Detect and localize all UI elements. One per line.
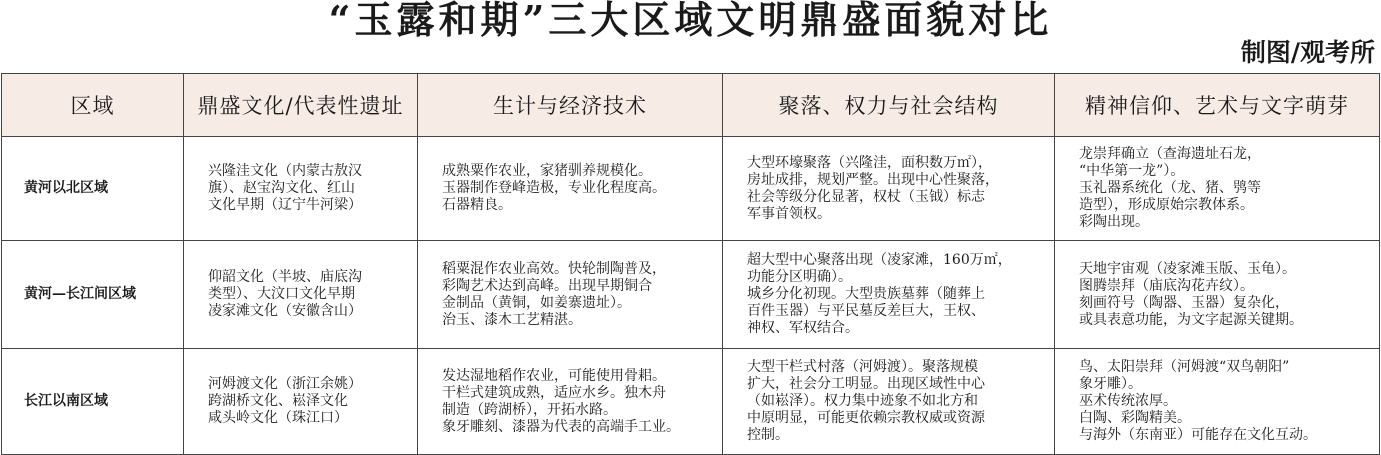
culture-text: 河姆渡文化（浙江余姚） 跨湖桥文化、崧泽文化 咸头岭文化（珠江口） xyxy=(208,376,362,426)
belief-cell xyxy=(1055,349,1380,455)
comparison-table xyxy=(1,73,1380,455)
society-cell xyxy=(723,137,1055,241)
header-culture: 鼎盛文化/代表性遗址 xyxy=(184,74,418,137)
belief-text: 龙崇拜确立（查海遗址石龙， “中华第一龙”）。 玉礼器系统化（龙、猪、鸮等 造型），形成原始宗教体系。 彩陶出现。 xyxy=(1079,146,1261,230)
table-row xyxy=(2,349,1380,455)
belief-text: 天地宇宙观（凌家滩玉版、玉龟）。 图腾崇拜（庙底沟花卉纹）。 刻画符号（陶器、玉器）复杂化， 或具表意功能，为文字起源关键期。 xyxy=(1079,260,1303,328)
header-belief: 精神信仰、艺术与文字萌芽 xyxy=(1055,74,1380,137)
economy-text: 成熟粟作农业，家猪驯养规模化。 玉器制作登峰造极，专业化程度高。 石器精良。 xyxy=(442,163,666,213)
table-row xyxy=(2,241,1380,349)
economy-cell xyxy=(418,241,723,349)
society-cell xyxy=(723,241,1055,349)
culture-text: 仰韶文化（半坡、庙底沟 类型）、大汶口文化早期 凌家滩文化（安徽含山） xyxy=(208,269,362,319)
culture-cell xyxy=(184,241,418,349)
economy-text: 发达湿地稻作农业，可能使用骨耜。 干栏式建筑成熟，适应水乡。独木舟 制造（跨湖桥），开拓水路。 象牙雕刻、漆器为代表的高端手工业。 xyxy=(442,367,680,435)
belief-text: 鸟、太阳崇拜（河姆渡“双鸟朝阳” 象牙雕）。 巫术传统浓厚。 白陶、彩陶精美。 与海外（东南亚）可能存在文化互动。 xyxy=(1079,359,1317,443)
header-region: 区域 xyxy=(2,74,184,137)
page-title: “玉露和期”三大区域文明鼎盛面貌对比 xyxy=(328,0,1053,42)
table-header-row xyxy=(2,74,1380,137)
region-cell: 长江以南区域 xyxy=(2,349,184,455)
culture-cell xyxy=(184,137,418,241)
header-economy: 生计与经济技术 xyxy=(418,74,723,137)
region-cell: 黄河—长江间区域 xyxy=(2,241,184,349)
belief-cell xyxy=(1055,241,1380,349)
culture-text: 兴隆洼文化（内蒙古敖汉 旗）、赵宝沟文化、红山 文化早期（辽宁牛河梁） xyxy=(208,163,362,213)
society-text: 大型干栏式村落（河姆渡）。聚落规模 扩大，社会分工明显。出现区域性中心 （如崧泽）。权力集中迹象不如北方和 中原明显，可能更依赖宗教权威或资源 控制。 xyxy=(747,359,985,443)
society-text: 超大型中心聚落出现（凌家滩，160万㎡， 功能分区明确）。 城乡分化初现。大型贵族墓葬（随葬上 百件玉器）与平民墓反差巨大，王权、 神权、军权结合。 xyxy=(747,252,1012,336)
region-cell: 黄河以北区域 xyxy=(2,137,184,241)
header-society: 聚落、权力与社会结构 xyxy=(723,74,1055,137)
society-cell xyxy=(723,349,1055,455)
society-text: 大型环壕聚落（兴隆洼，面积数万㎡）， 房址成排，规划严整。出现中心性聚落， 社会等级分化显著，权杖（玉钺）标志 军事首领权。 xyxy=(747,154,999,222)
culture-cell xyxy=(184,349,418,455)
economy-cell xyxy=(418,137,723,241)
economy-text: 稻粟混作农业高效。快轮制陶普及， 彩陶艺术达到高峰。出现早期铜合 金制品（黄铜，如姜寨遗址）。 治玉、漆木工艺精湛。 xyxy=(442,260,666,328)
table-row xyxy=(2,137,1380,241)
credit-label: 制图/观考所 xyxy=(1240,38,1375,67)
economy-cell xyxy=(418,349,723,455)
belief-cell xyxy=(1055,137,1380,241)
